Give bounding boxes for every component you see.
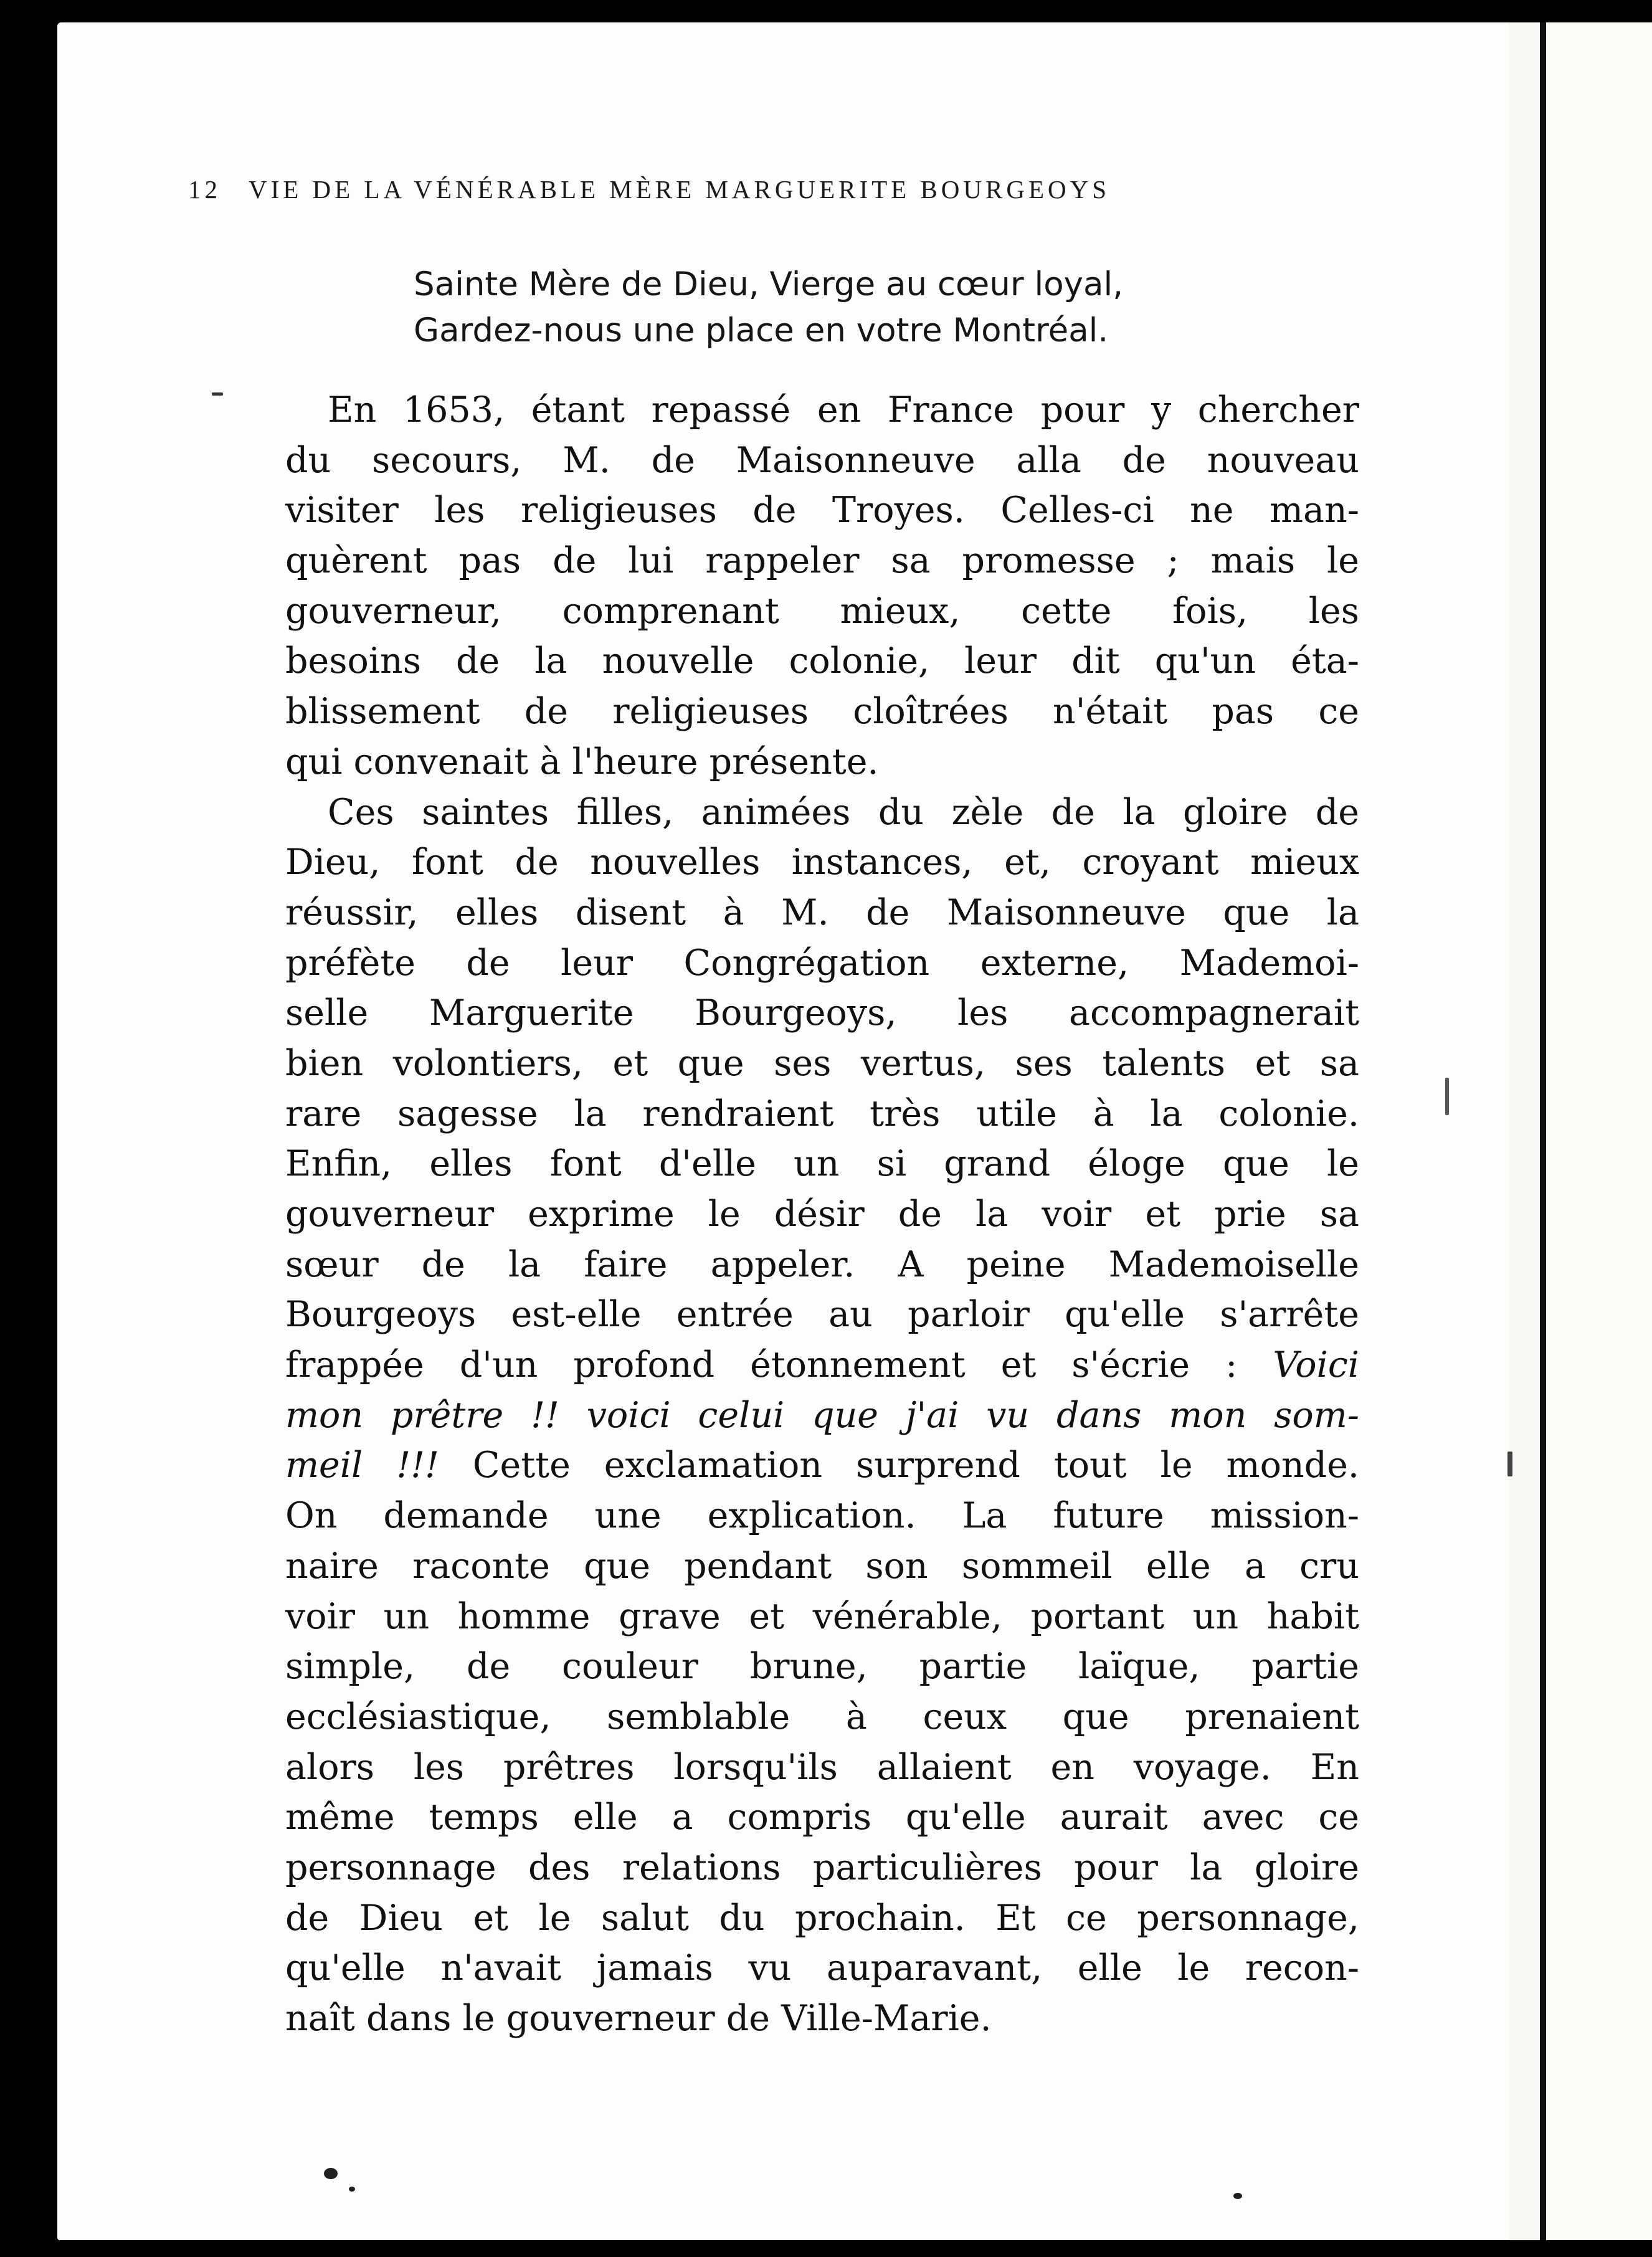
epigraph-line: Gardez-nous une place en votre Montréal. <box>414 311 1109 349</box>
scan-speck <box>1233 2193 1242 2199</box>
roman-text: frappée d'un profond étonnement et s'écrie : <box>285 1344 1273 1386</box>
paragraph-1-line: besoins de la nouvelle colonie, leur dit qu'un éta- <box>285 640 1359 682</box>
paragraph-2-line: Bourgeoys est-elle entrée au parloir qu'elle s'arrête <box>285 1294 1359 1336</box>
paragraph-2-line: bien volontiers, et que ses vertus, ses talents et sa <box>285 1042 1359 1084</box>
scan-speck <box>324 2168 338 2179</box>
scan-speck <box>212 392 223 396</box>
paragraph-2-line: gouverneur exprime le désir de la voir et prie sa <box>285 1194 1359 1235</box>
paragraph-2-line: simple, de couleur brune, partie laïque, partie <box>285 1646 1359 1688</box>
paragraph-2-line: personnage des relations particulières pour la gloire <box>285 1846 1359 1888</box>
paragraph-1-line: qui convenait à l'heure présente. <box>285 741 879 782</box>
paragraph-2-line <box>285 1390 1359 1441</box>
paragraph-1-line: gouverneur, comprenant mieux, cette fois, les <box>285 590 1359 632</box>
paragraph-1-line: En 1653, étant repassé en France pour y chercher <box>328 389 1359 430</box>
paragraph-2-line: qu'elle n'avait jamais vu auparavant, elle le recon- <box>285 1947 1359 1989</box>
paragraph-2-line: On demande une explication. La future mission- <box>285 1495 1359 1537</box>
paragraph-2-line: alors les prêtres lorsqu'ils allaient en voyage. En <box>285 1746 1359 1788</box>
page-number: 12 <box>188 175 221 204</box>
italic-quote: mon prêtre !! voici celui que j'ai vu dans mon som- <box>285 1394 1359 1436</box>
paragraph-2-line <box>285 1440 1359 1491</box>
paragraph-2-line: même temps elle a compris qu'elle aurait avec ce <box>285 1797 1359 1838</box>
running-head <box>188 174 1309 218</box>
paragraph-2-line: Dieu, font de nouvelles instances, et, croyant mieux <box>285 842 1359 883</box>
paragraph-1-line: visiter les religieuses de Troyes. Celles-ci ne man- <box>285 490 1359 531</box>
scan-speck <box>349 2187 355 2192</box>
binding-shadow <box>1540 22 1546 2240</box>
paragraph-2-line: selle Marguerite Bourgeoys, les accompagnerait <box>285 992 1359 1034</box>
paragraph-2-line: naît dans le gouverneur de Ville-Marie. <box>285 1998 992 2039</box>
epigraph <box>414 262 1286 354</box>
paragraph-2-line: rare sagesse la rendraient très utile à la colonie. <box>285 1093 1359 1134</box>
paragraph-2-line <box>285 1340 1359 1390</box>
italic-quote: Voici <box>1273 1344 1359 1386</box>
paragraph-2-line: naire raconte que pendant son sommeil elle a cru <box>285 1545 1359 1587</box>
paragraph-2-line: préfète de leur Congrégation externe, Mademoi- <box>285 942 1359 984</box>
paragraph-2-line: réussir, elles disent à M. de Maisonneuve que la <box>285 891 1359 933</box>
italic-quote: meil !!! <box>285 1445 439 1486</box>
paragraph-2-line: Enfin, elles font d'elle un si grand éloge que le <box>285 1143 1359 1185</box>
body-text <box>285 385 1359 2044</box>
running-title: VIE DE LA VÉNÉRABLE MÈRE MARGUERITE BOURGEOYS <box>249 175 1111 204</box>
paragraph-2-line: voir un homme grave et vénérable, portant un habit <box>285 1595 1359 1637</box>
facing-page-edge <box>1546 22 1652 2240</box>
scan-speck <box>1445 1078 1449 1115</box>
paragraph-1-line: du secours, M. de Maisonneuve alla de nouveau <box>285 439 1359 481</box>
paragraph-2-line: Ces saintes filles, animées du zèle de la gloire de <box>328 791 1359 833</box>
paragraph-2-line: ecclésiastique, semblable à ceux que prenaient <box>285 1696 1359 1737</box>
paragraph-1-line: quèrent pas de lui rappeler sa promesse ; mais le <box>285 540 1359 582</box>
page-gutter <box>1509 22 1540 2240</box>
roman-text: Cette exclamation surprend tout le monde. <box>439 1445 1359 1486</box>
paragraph-2-line: de Dieu et le salut du prochain. Et ce personnage, <box>285 1897 1359 1939</box>
scan-speck <box>1507 1452 1512 1476</box>
paragraph-2-line: sœur de la faire appeler. A peine Mademoiselle <box>285 1243 1359 1285</box>
epigraph-line: Sainte Mère de Dieu, Vierge au cœur loyal, <box>414 265 1124 303</box>
paragraph-1-line: blissement de religieuses cloîtrées n'était pas ce <box>285 691 1359 733</box>
